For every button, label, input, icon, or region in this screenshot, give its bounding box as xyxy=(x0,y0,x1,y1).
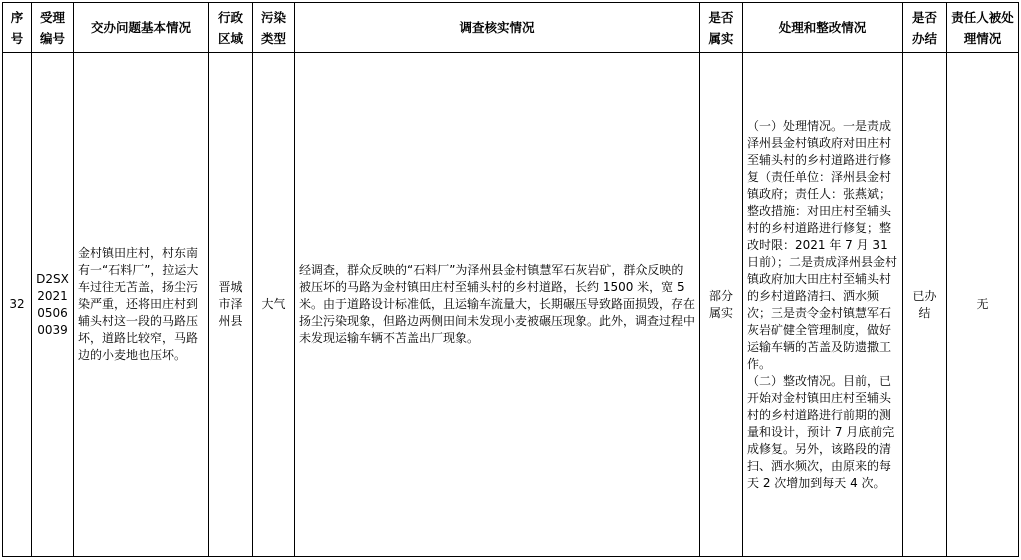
header-verified: 是否属实 xyxy=(700,3,743,53)
handling-paragraph-2: （二）整改情况。目前，已开始对金村镇田庄村至辅头村的乡村道路进行前期的测量和设计，预计 7 月底前完成修复。另外，该路段的清扫、洒水频次，由原来的每天 2 次增加到每天 4 次。 xyxy=(747,373,895,490)
header-pollution-type: 污染类型 xyxy=(253,3,295,53)
case-table xyxy=(2,2,1019,557)
cell-handling xyxy=(743,53,903,557)
handling-paragraph-1: （一）处理情况。一是责成泽州县金村镇政府对田庄村至辅头村的乡村道路进行修复（责任单位：泽州县金村镇政府；责任人：张燕斌；整改措施：对田庄村至辅头村的乡村道路进行修复；整改时限：2021 年 7 月 31 日前）；二是责成泽州县金村镇政府加大田庄村至辅头村的乡村道路清扫、洒水频次；三是责令金村镇慧军石灰岩矿健全管理制度，做好运输车辆的苫盖及防遗撒工作。 xyxy=(747,118,898,371)
cell-issue: 金村镇田庄村，村东南有一“石料厂”，拉运大车过往无苫盖，扬尘污染严重，还将田庄村到辅头村这一段的马路压坏，道路比较窄，马路边的小麦地也压坏。 xyxy=(74,53,209,557)
header-handling: 处理和整改情况 xyxy=(743,3,903,53)
header-accountability: 责任人被处理情况 xyxy=(947,3,1019,53)
cell-region: 晋城市泽州县 xyxy=(209,53,253,557)
cell-investigation: 经调查，群众反映的“石料厂”为泽州县金村镇慧军石灰岩矿，群众反映的被压坏的马路为金村镇田庄村至辅头村的乡村道路，长约 1500 米，宽 5 米。由于道路设计标准低，且运输车流量大，长期碾压导致路面损毁，存在扬尘污染现象，但路边两侧田间未发现小麦被碾压现象。此外，调查过程中未发现运输车辆不苫盖出厂现象。 xyxy=(295,53,700,557)
table-row xyxy=(3,53,1019,557)
cell-completed: 已办结 xyxy=(903,53,947,557)
cell-accountability: 无 xyxy=(947,53,1019,557)
header-issue: 交办问题基本情况 xyxy=(74,3,209,53)
cell-pollution-type: 大气 xyxy=(253,53,295,557)
header-region: 行政区域 xyxy=(209,3,253,53)
cell-verified: 部分属实 xyxy=(700,53,743,557)
cell-seq: 32 xyxy=(3,53,32,557)
header-investigation: 调查核实情况 xyxy=(295,3,700,53)
header-row xyxy=(3,3,1019,53)
header-receipt-no: 受理编号 xyxy=(32,3,74,53)
header-completed: 是否办结 xyxy=(903,3,947,53)
cell-receipt-no: D2SX20210506 0039 xyxy=(32,53,74,557)
header-seq: 序号 xyxy=(3,3,32,53)
